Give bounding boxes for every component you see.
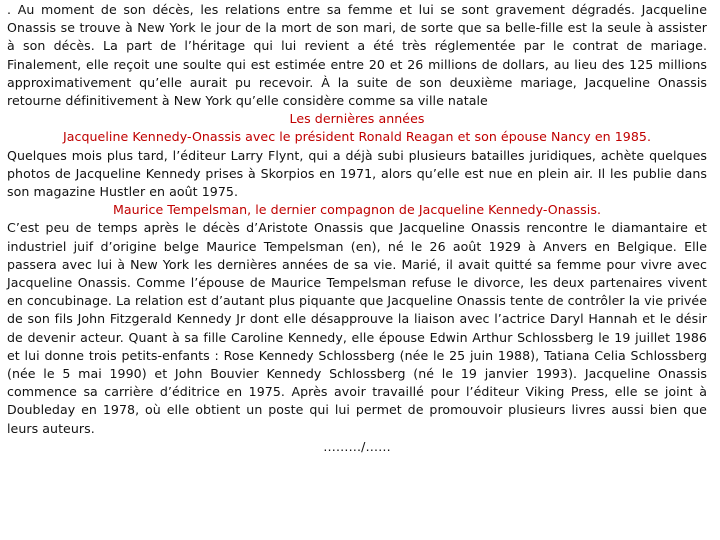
photo-caption-reagan: Jacqueline Kennedy-Onassis avec le président Ronald Reagan et son épouse Nancy en 1985.	[62, 129, 652, 145]
paragraph-hustler: Quelques mois plus tard, l’éditeur Larry Flynt, qui a déjà subi plusieurs batailles juridiques, achète quelques photos de Jacqueline Kennedy prises à Skorpios en 1971, alors qu’elle est nue en plein air. Il les publie dans son magazine Hustler en août 1975.	[7, 147, 707, 200]
paragraph-inheritance: . Au moment de son décès, les relations entre sa femme et lui se sont gravement dégradés. Jacqueline Onassis se trouve à New York le jour de la mort de son mari, de sorte que sa belle-fille est la seule à assister à son décès. La part de l’héritage qui lui revient a été très réglementée par le contrat de mariage. Finalement, elle reçoit une soulte qui est estimée entre 20 et 26 millions de dollars, au lieu des 125 millions approximativement qu’elle aurait pu recevoir. À la suite de son deuxième mariage, Jacqueline Onassis retourne définitivement à New York qu’elle considère comme sa ville natale	[7, 2, 707, 109]
paragraph-tempelsman: C’est peu de temps après le décès d’Aristote Onassis que Jacqueline Onassis rencontre le diamantaire et industriel juif d’origine belge Maurice Tempelsman (en), né le 26 août 1929 à Anvers en Belgique. Elle passera avec lui à New York les dernières années de sa vie. Marié, il avait quitté sa femme pour vivre avec Jacqueline Onassis. Comme l’épouse de Maurice Tempelsman refuse le divorce, les deux partenaires vivent en concubinage. La relation est d’autant plus piquante que Jacqueline Onassis tente de contrôler la vie privée de son fils John Fitzgerald Kennedy Jr dont elle désapprouve la liaison avec l’actrice Daryl Hannah et le désir de devenir acteur. Quant à sa fille Caroline Kennedy, elle épouse Edwin Arthur Schlossberg le 19 juillet 1986 et lui donne trois petits-enfants : Rose Kennedy Schlossberg (née le 25 juin 1988), Tatiana Celia Schlossberg (née le 5 mai 1990) et John Bouvier Kennedy Schlossberg (né le 19 janvier 1993). Jacqueline Onassis commence sa carrière d’éditrice en 1975. Après avoir travaillé pour l’éditeur Viking Press, elle se joint à Doubleday en 1978, où elle obtient un poste qui lui permet de promouvoir plusieurs livres aussi bien que leurs auteurs.	[7, 220, 707, 436]
document-page	[7, 1, 707, 456]
continuation-marker: ………/……	[323, 438, 391, 454]
section-title: Les dernières années	[289, 111, 425, 127]
photo-caption-tempelsman: Maurice Tempelsman, le dernier compagnon de Jacqueline Kennedy-Onassis.	[112, 202, 601, 218]
